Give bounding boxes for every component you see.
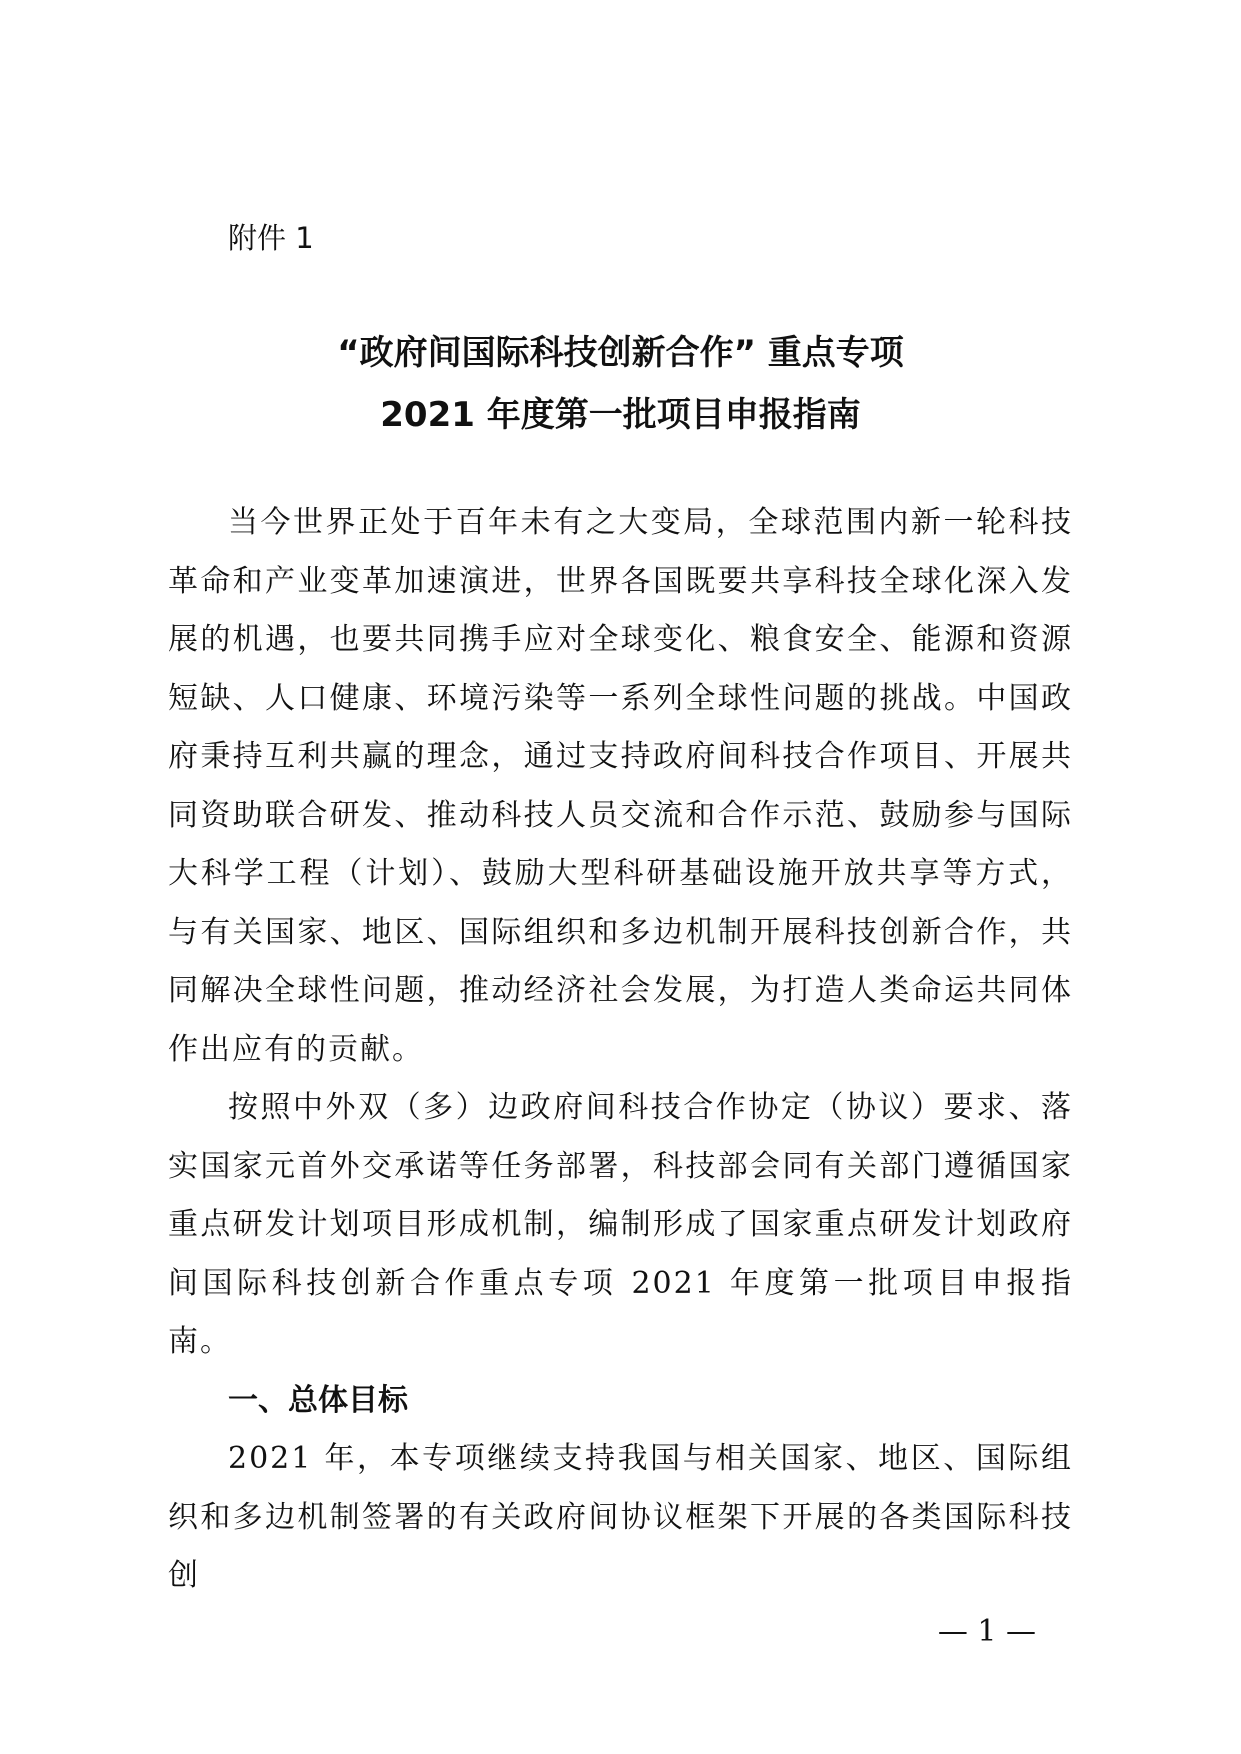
attachment-label: 附件 1 [228, 221, 314, 255]
basis-paragraph: 按照中外双（多）边政府间科技合作协定（协议）要求、落实国家元首外交承诺等任务部署，科技部会同有关部门遵循国家重点研发计划项目形成机制，编制形成了国家重点研发计划政府间国际科技创新合作重点专项 2021 年度第一批项目申报指南。 [168, 1090, 1073, 1359]
intro-paragraph: 当今世界正处于百年未有之大变局，全球范围内新一轮科技革命和产业变革加速演进，世界各国既要共享科技全球化深入发展的机遇，也要共同携手应对全球变化、粮食安全、能源和资源短缺、人口健康、环境污染等一系列全球性问题的挑战。中国政府秉持互利共赢的理念，通过支持政府间科技合作项目、开展共同资助联合研发、推动科技人员交流和合作示范、鼓励参与国际大科学工程（计划）、鼓励大型科研基础设施开放共享等方式，与有关国家、地区、国际组织和多边机制开展科技创新合作，共同解决全球性问题，推动经济社会发展，为打造人类命运共同体作出应有的贡献。 [168, 505, 1073, 1067]
goal-paragraph: 2021 年，本专项继续支持我国与相关国家、地区、国际组织和多边机制签署的有关政府间协议框架下开展的各类国际科技创 [168, 1441, 1073, 1593]
section-heading-overall-goal: 一、总体目标 [228, 1382, 408, 1418]
document-body [168, 494, 1073, 1606]
document-title-line-2: 2021 年度第一批项目申报指南 [380, 395, 861, 435]
document-title-line-1: “政府间国际科技创新合作” 重点专项 [337, 333, 904, 373]
page-number: — 1 — [937, 1614, 1036, 1649]
